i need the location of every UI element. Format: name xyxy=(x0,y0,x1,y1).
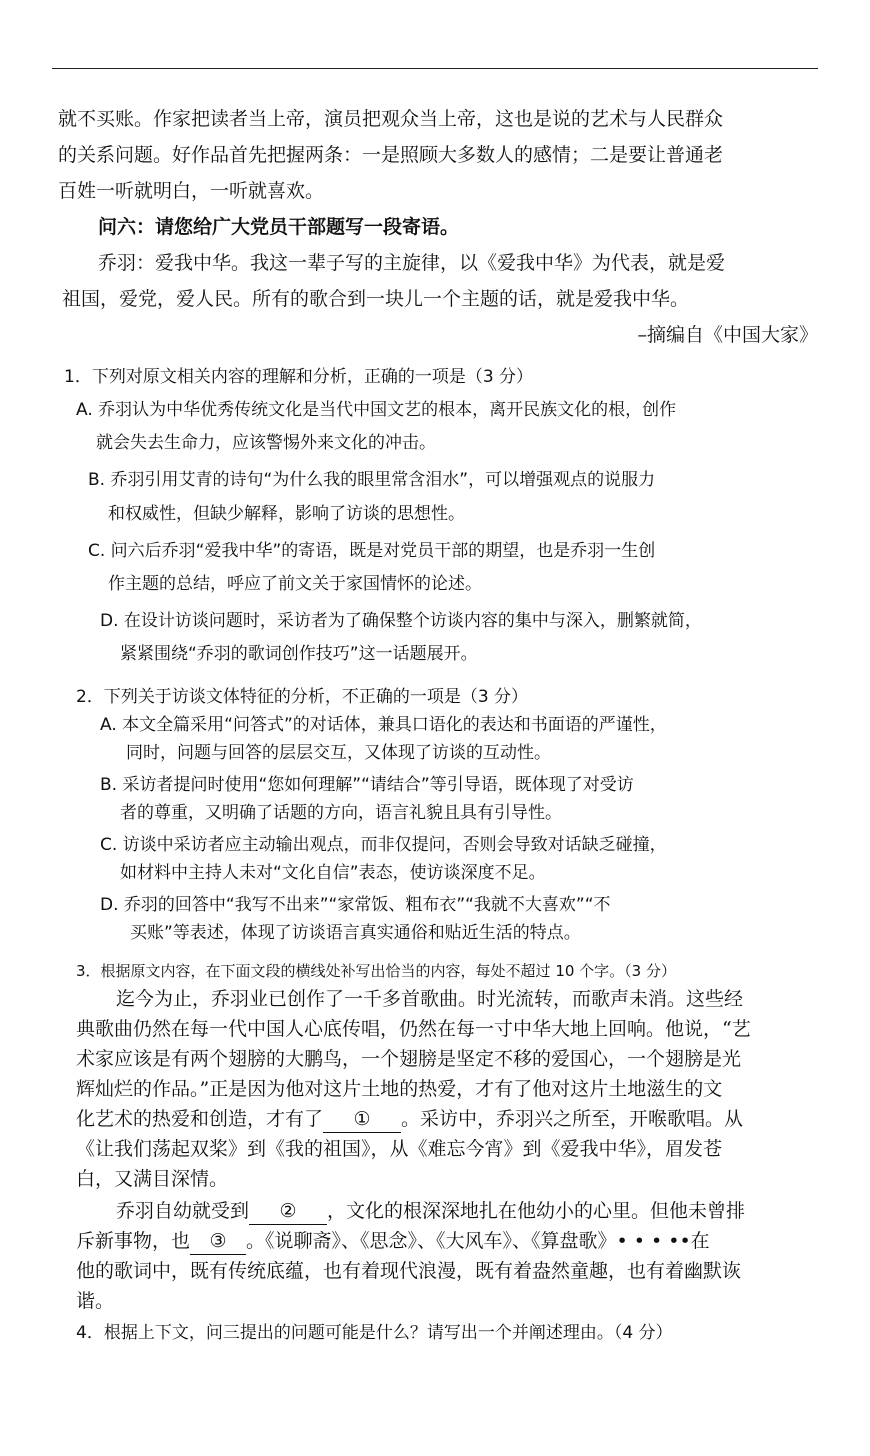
q1-stem: 1．下列对原文相关内容的理解和分析，正确的一项是（3 分） xyxy=(64,367,534,387)
q2-option-a-line-1: A. 本文全篇采用“问答式”的对话体，兼具口语化的表达和书面语的严谨性， xyxy=(100,715,667,735)
header-rule xyxy=(52,68,818,69)
q3-para1-line-1: 迄今为止，乔羽业已创作了一千多首歌曲。时光流转，而歌声未消。这些经 xyxy=(116,988,744,1010)
q3-text: 乔羽自幼就受到 xyxy=(116,1200,250,1222)
q3-text: 。《说聊斋》、《思念》、《大风车》、《算盘歌》• • • ••在 xyxy=(246,1230,710,1252)
q3-text: 。采访中，乔羽兴之所至，开喉歌唱。从 xyxy=(401,1108,744,1130)
q1-option-b-line-2: 和权威性，但缺少解释，影响了访谈的思想性。 xyxy=(108,504,465,524)
answer-line-2: 祖国，爱党，爱人民。所有的歌合到一块儿一个主题的话，就是爱我中华。 xyxy=(62,288,690,310)
q3-para2-line-1 xyxy=(116,1198,745,1225)
q2-option-b-line-1: B. 采访者提问时使用“您如何理解”“请结合”等引导语，既体现了对受访 xyxy=(100,775,634,795)
q3-para1-line-3: 术家应该是有两个翅膀的大鹏鸟，一个翅膀是坚定不移的爱国心，一个翅膀是光 xyxy=(76,1048,742,1070)
answer-line-1: 乔羽：爱我中华。我这一辈子写的主旋律，以《爱我中华》为代表，就是爱 xyxy=(98,252,726,274)
question-six-heading: 问六：请您给广大党员干部题写一段寄语。 xyxy=(98,216,460,238)
intro-line-1: 就不买账。作家把读者当上帝，演员把观众当上帝，这也是说的艺术与人民群众 xyxy=(58,108,724,130)
q2-option-d-line-2: 买账”等表述，体现了访谈语言真实通俗和贴近生活的特点。 xyxy=(130,923,581,943)
q3-para1-line-5 xyxy=(76,1106,743,1133)
q2-option-d-line-1: D. 乔羽的回答中“我写不出来”“家常饭、粗布衣”“我就不大喜欢”“不 xyxy=(100,895,611,915)
q3-text: ，文化的根深深地扎在他幼小的心里。但他未曾排 xyxy=(327,1200,746,1222)
q2-option-b-line-2: 者的尊重，又明确了话题的方向，语言礼貌且具有引导性。 xyxy=(120,803,562,823)
q3-para1-line-2: 典歌曲仍然在每一代中国人心底传唱，仍然在每一寸中华大地上回响。他说，“艺 xyxy=(76,1018,751,1040)
q1-option-a-line-2: 就会失去生命力，应该警惕外来文化的冲击。 xyxy=(96,433,436,453)
q2-option-c-line-2: 如材料中主持人未对“文化自信”表态，使访谈深度不足。 xyxy=(120,863,546,883)
q2-option-a-line-2: 同时，问题与回答的层层交互，又体现了访谈的互动性。 xyxy=(126,743,551,763)
intro-line-2: 的关系问题。好作品首先把握两条：一是照顾大多数人的感情；二是要让普通老 xyxy=(58,144,724,166)
q4-stem: 4．根据上下文，问三提出的问题可能是什么？请写出一个并阐述理由。（4 分） xyxy=(76,1323,673,1343)
q3-stem: 3．根据原文内容，在下面文段的横线处补写出恰当的内容，每处不超过 10 个字。（3 分） xyxy=(76,962,676,980)
q3-para2-line-2 xyxy=(76,1228,710,1255)
q1-option-a-line-1: A. 乔羽认为中华优秀传统文化是当代中国文艺的根本，离开民族文化的根，创作 xyxy=(76,400,677,420)
q3-text: 化艺术的热爱和创造，才有了 xyxy=(76,1108,324,1130)
q3-para1-line-4: 辉灿烂的作品。”正是因为他对这片土地的热爱，才有了他对这片土地滋生的文 xyxy=(76,1078,723,1100)
answer-blank-2[interactable]: ② xyxy=(249,1198,327,1225)
q1-option-d-line-1: D. 在设计访谈问题时，采访者为了确保整个访谈内容的集中与深入，删繁就简， xyxy=(100,611,702,631)
q1-option-c-line-2: 作主题的总结，呼应了前文关于家国情怀的论述。 xyxy=(108,574,482,594)
q3-text: 斥新事物，也 xyxy=(76,1230,191,1252)
q1-option-b-line-1: B. 乔羽引用艾青的诗句“为什么我的眼里常含泪水”，可以增强观点的说服力 xyxy=(88,470,656,490)
q1-option-d-line-2: 紧紧围绕“乔羽的歌词创作技巧”这一话题展开。 xyxy=(120,644,478,664)
q1-option-c-line-1: C. 问六后乔羽“爱我中华”的寄语，既是对党员干部的期望，也是乔羽一生创 xyxy=(88,541,656,561)
source-citation: –摘编自《中国大家》 xyxy=(637,324,818,346)
answer-blank-3[interactable]: ③ xyxy=(190,1228,246,1255)
q3-para2-line-3: 他的歌词中，既有传统底蕴，也有着现代浪漫，既有着盎然童趣，也有着幽默诙 xyxy=(76,1260,742,1282)
intro-line-3: 百姓一听就明白，一听就喜欢。 xyxy=(58,180,325,202)
q2-stem: 2．下列关于访谈文体特征的分析，不正确的一项是（3 分） xyxy=(76,687,529,707)
q3-para2-line-4: 谐。 xyxy=(76,1290,115,1312)
answer-blank-1[interactable]: ① xyxy=(323,1106,401,1133)
q2-option-c-line-1: C. 访谈中采访者应主动输出观点，而非仅提问，否则会导致对话缺乏碰撞， xyxy=(100,835,667,855)
q3-para1-line-6: 《让我们荡起双桨》到《我的祖国》，从《难忘今宵》到《爱我中华》，眉发苍 xyxy=(76,1138,723,1160)
q3-para1-line-7: 白，又满目深情。 xyxy=(76,1168,229,1190)
